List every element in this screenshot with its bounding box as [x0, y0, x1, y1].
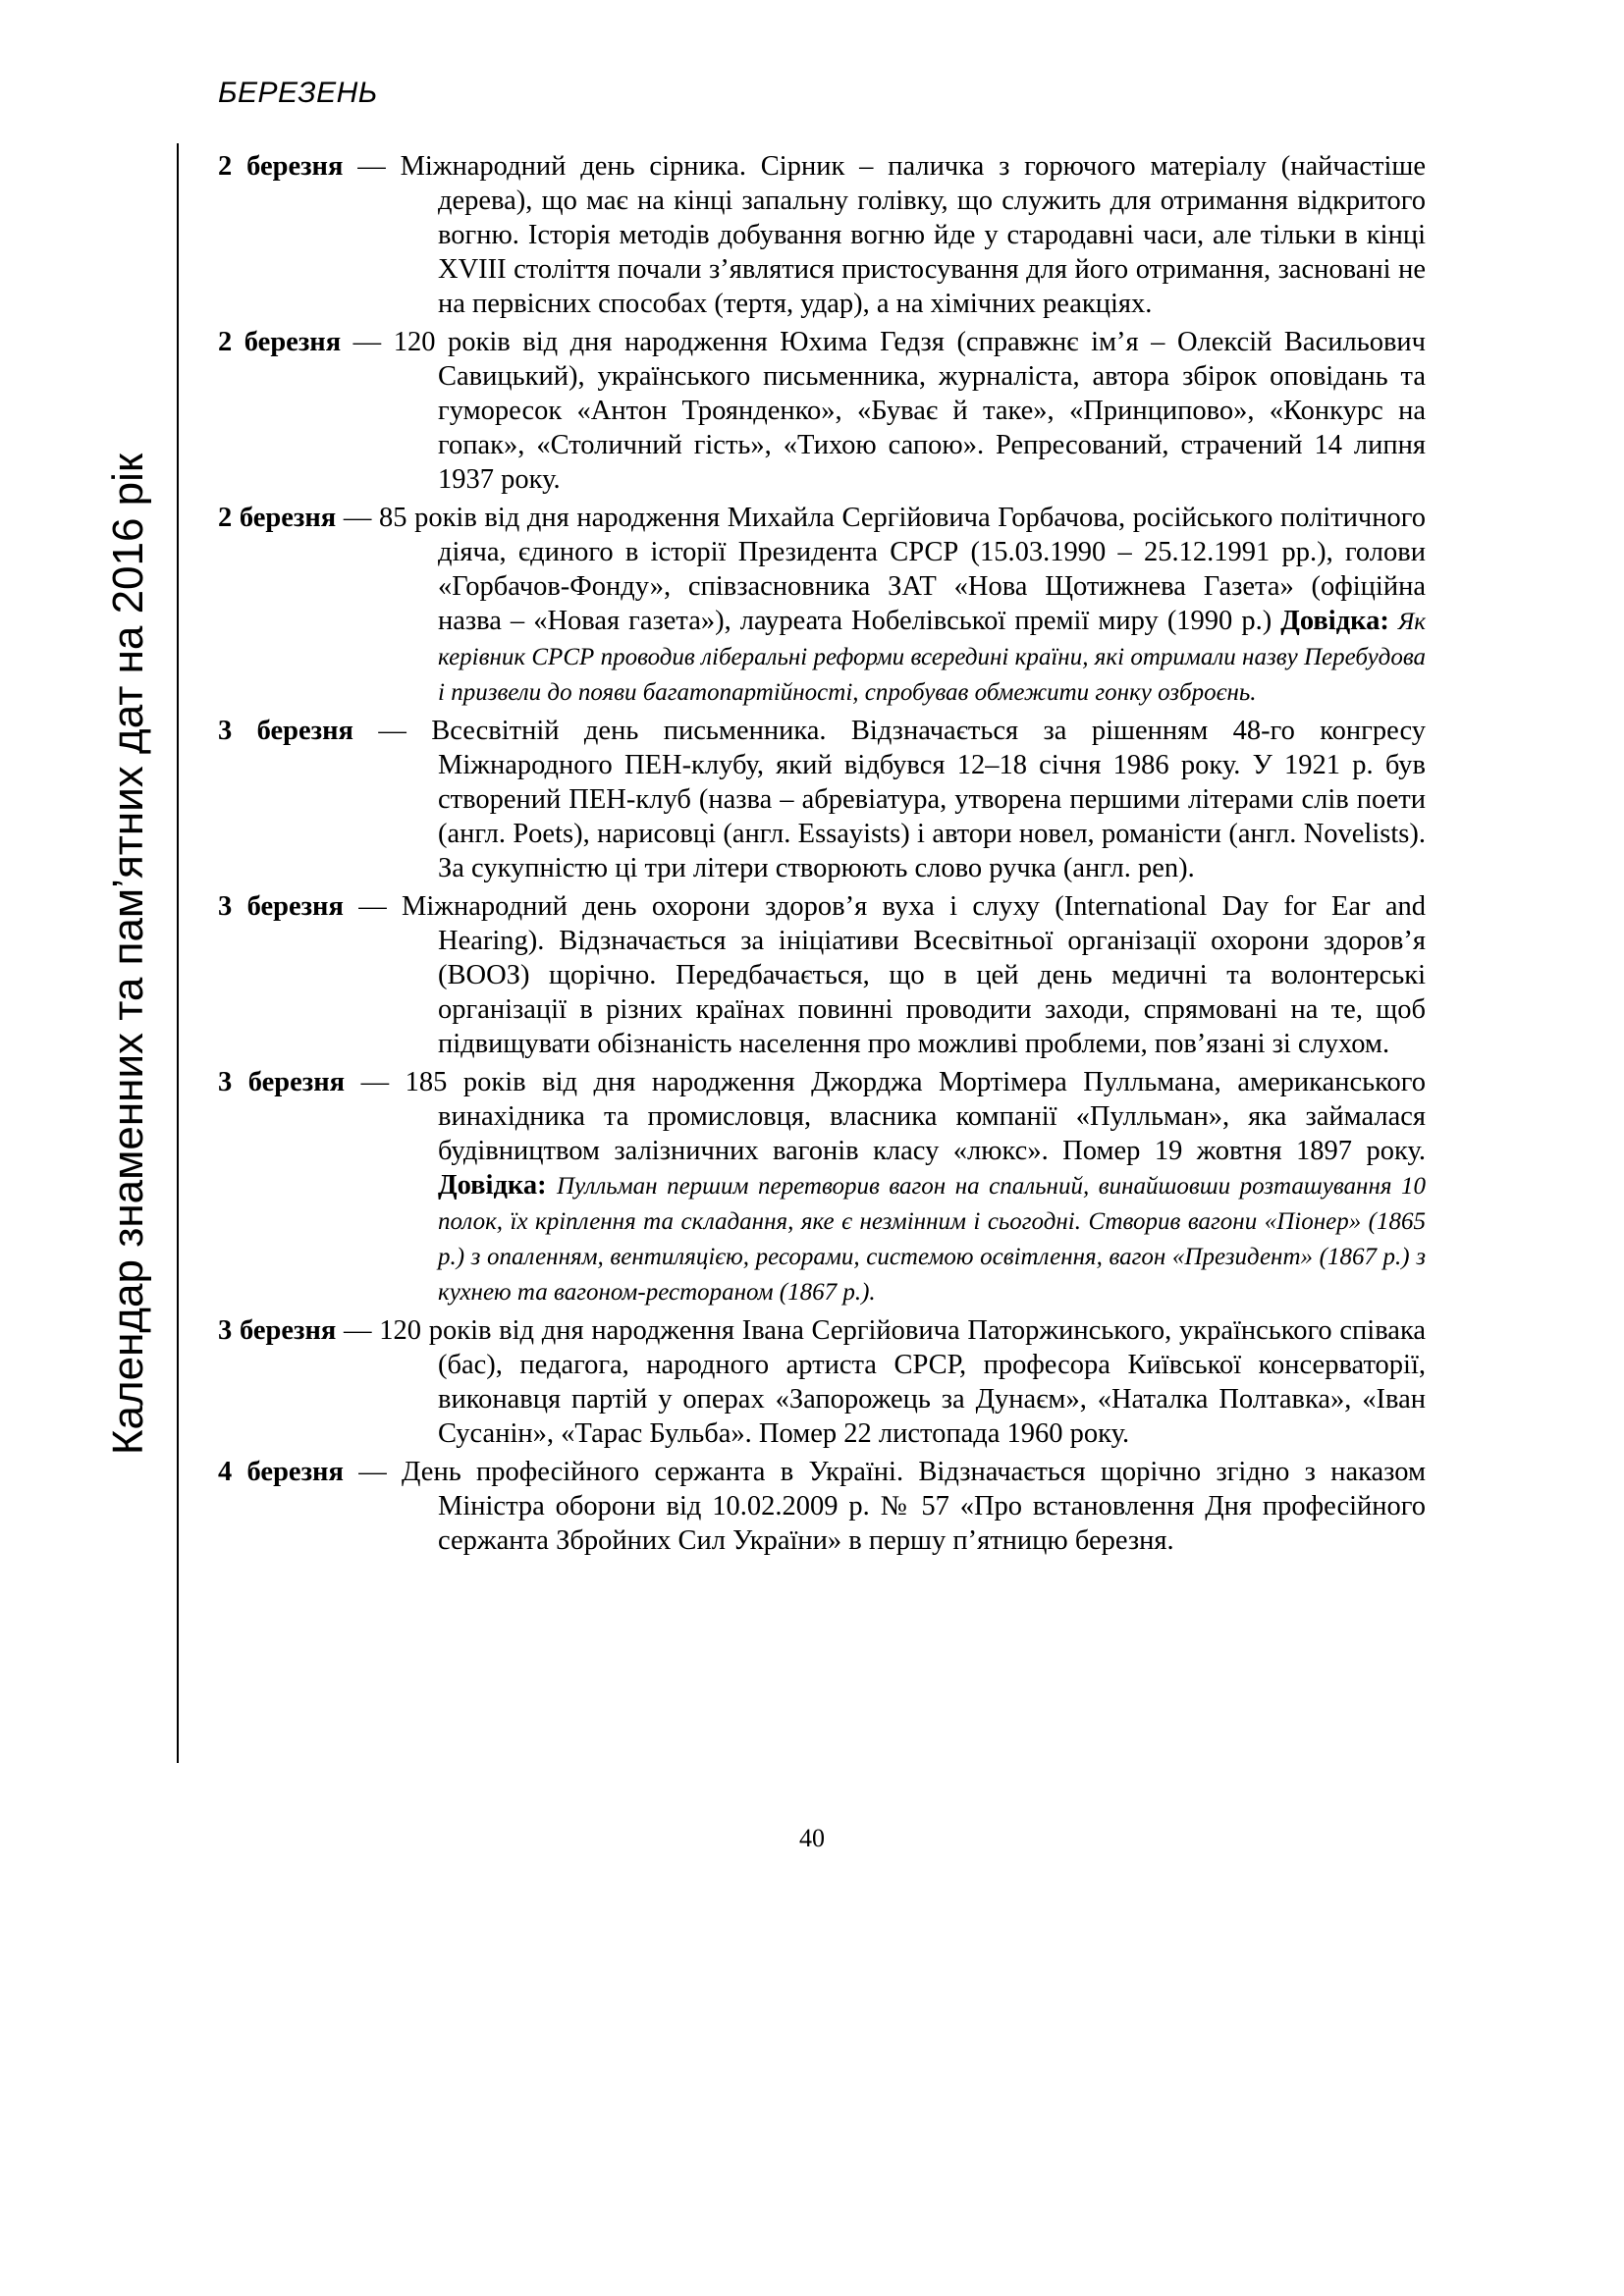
- calendar-entry: [218, 1455, 1426, 1558]
- entry-dash: —: [343, 891, 403, 922]
- entry-dash: —: [345, 1067, 406, 1097]
- reference-text: Пулльман першим перетворив вагон на спальний, винайшовши розташування 10 полок, їх кріплення та складання, яке є незмінним і сьогодні. Створив вагони «Піонер» (1865 р.) з опаленням, вентиляцією, ресорами, системою освітлення, вагон «Президент» (1867 р.) з кухнею та вагоном-рестораном (1867 р.).: [438, 1173, 1426, 1306]
- calendar-entry: [218, 325, 1426, 497]
- entry-text: Всесвітній день письменника. Відзначається за рішенням 48-го конгресу Міжнародного ПЕН-клубу, який відбувся 12–18 січня 1986 року. У 1921 р. був створений ПЕН-клуб (назва – абревіатура, утворена першими літерами слів поети (англ. Poets), нарисовці (англ. Essayists) і автори новел, романісти (англ. Novelists). За сукупністю ці три літери створюють слово ручка (англ. pen).: [431, 716, 1426, 883]
- calendar-entry: [218, 714, 1426, 885]
- calendar-entry: [218, 149, 1426, 321]
- entry-text: 120 років від дня народження Юхима Гедзя (справжнє ім’я – Олексій Васильович Савицький), українського письменника, журналіста, автора збірок оповідань та гуморесок «Антон Троянденко», «Буває й таке», «Принципово», «Конкурс на гопак», «Столичний гість», «Тихою сапою». Репресований, страчений 14 липня 1937 року.: [393, 327, 1426, 495]
- entry-date: 4 березня: [218, 1457, 344, 1487]
- entry-date: 2 березня: [218, 151, 344, 182]
- reference-text: Як керівник СРСР проводив ліберальні реформи всередині країни, які отримали назву Перебудова і призвели до появи багатопартійності, спробував обмежити гонку озброєнь.: [438, 609, 1426, 706]
- entry-dash: —: [336, 503, 379, 533]
- page-number: 40: [799, 1824, 825, 1852]
- entry-text: 120 років від дня народження Івана Сергійовича Паторжинського, українського співака (бас), педагога, народного артиста СРСР, професора Київської консерваторії, виконавця партій у операх «Запорожець за Дунаєм», «Наталка Полтавка», «Іван Сусанін», «Тарас Бульба». Помер 22 листопада 1960 року.: [379, 1315, 1427, 1449]
- entry-date: 2 березня: [218, 503, 337, 533]
- calendar-entries: [218, 149, 1426, 1562]
- entry-date: 3 березня: [218, 1067, 346, 1097]
- entry-dash: —: [336, 1315, 380, 1346]
- calendar-entry: [218, 501, 1426, 710]
- calendar-entry: [218, 1065, 1426, 1309]
- entry-text: 85 років від дня народження Михайла Сергійовича Горбачова, російського політичного діяча, єдиного в історії Президента СРСР (15.03.1990 – 25.12.1991 рр.), голови «Горбачов-Фонду», співзасновника ЗАТ «Нова Щотижнева Газета» (офіційна назва – «Новая газета»), лауреата Нобелівської премії миру (1990 р.): [378, 503, 1426, 636]
- entry-text: День професійного сержанта в Україні. Відзначається щорічно згідно з наказом Міністра оборони від 10.02.2009 р. № 57 «Про встановлення Дня професійного сержанта Збройних Сил України» в першу п’ятницю березня.: [402, 1457, 1426, 1556]
- entry-date: 2 березня: [218, 327, 342, 357]
- reference-label: Довідка:: [1280, 606, 1389, 636]
- month-header: БЕРЕЗЕНЬ: [218, 77, 378, 109]
- entry-date: 3 березня: [218, 1315, 337, 1346]
- entry-text: Міжнародний день сірника. Сірник – паличка з горючого матеріалу (найчастіше дерева), що має на кінці запальну голівку, що служить для отримання відкритого вогню. Історія методів добування вогню йде у стародавні часи, але тільки в кінці XVIII століття почали з’являтися пристосування для його отримання, засновані не на первісних способах (тертя, удар), а на хімічних реакціях.: [400, 151, 1426, 319]
- entry-text: 185 років від дня народження Джорджа Мортімера Пулльмана, американського винахідника та промисловця, власника компанії «Пулльман», яка займалася будівництвом залізничних вагонів класу «люкс». Помер 19 жовтня 1897 року.: [405, 1067, 1426, 1166]
- entry-dash: —: [343, 1457, 403, 1487]
- entry-dash: —: [343, 151, 401, 182]
- side-title: Календар знаменних та пам’ятних дат на 2016 рік: [104, 453, 152, 1456]
- entry-text: Міжнародний день охорони здоров’я вуха і слуху (International Day for Ear and Hearing). Відзначається за ініціативи Всесвітньої організації охорони здоров’я (ВООЗ) щорічно. Передбачається, що в цей день медичні та волонтерські організації в різних країнах повинні проводити заходи, спрямовані на те, щоб підвищувати обізнаність населення про можливі проблеми, пов’язані зі слухом.: [402, 891, 1426, 1059]
- entry-date: 3 березня: [218, 891, 344, 922]
- side-divider: [177, 143, 179, 1763]
- entry-date: 3 березня: [218, 716, 353, 746]
- entry-dash: —: [352, 716, 432, 746]
- calendar-entry: [218, 889, 1426, 1061]
- entry-dash: —: [341, 327, 394, 357]
- calendar-entry: [218, 1313, 1426, 1451]
- reference-label: Довідка:: [438, 1170, 547, 1201]
